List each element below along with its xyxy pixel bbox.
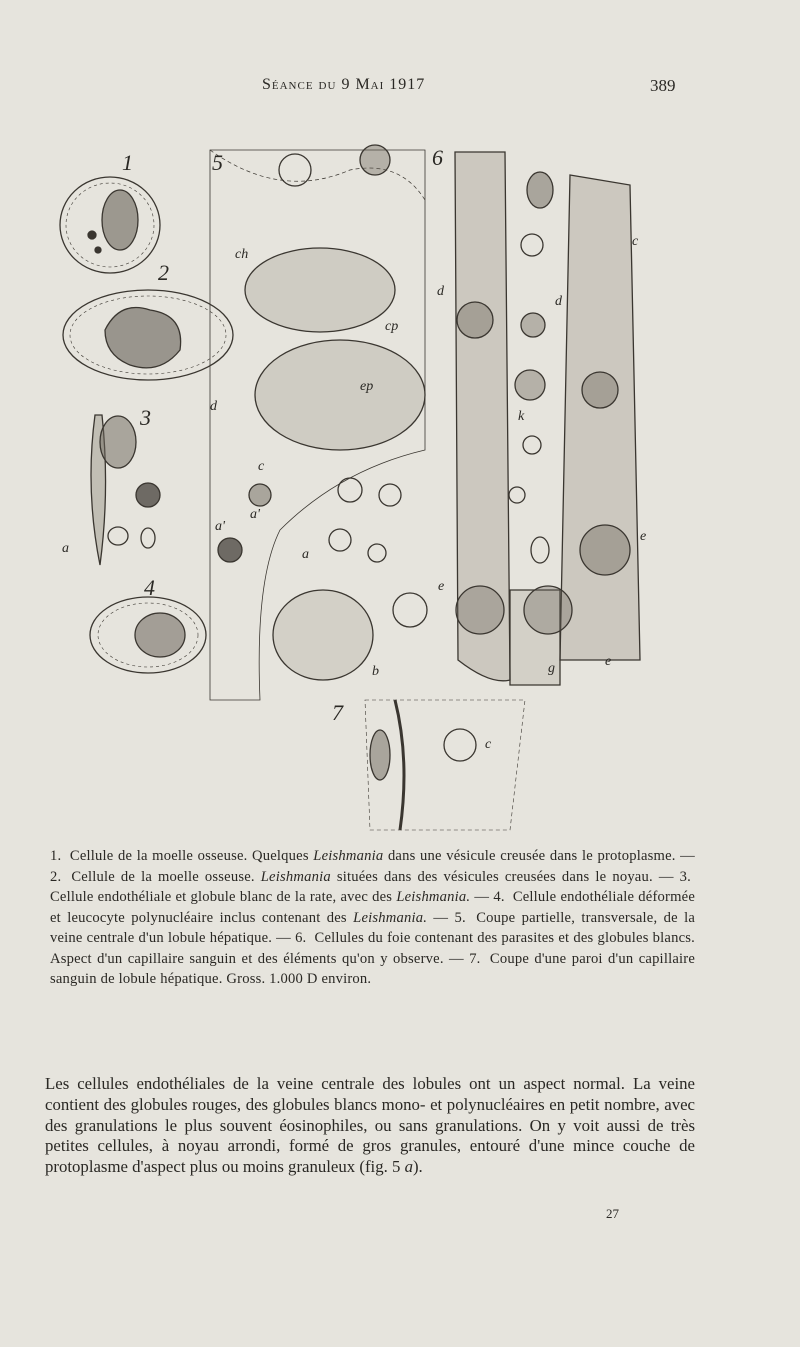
caption-text: — xyxy=(433,909,449,926)
label-d-fig5: d xyxy=(210,399,217,414)
caption-number: 5. xyxy=(454,909,466,926)
caption-text: — xyxy=(474,889,490,905)
caption-italic: Leishmania. xyxy=(396,889,471,905)
caption-number: 1. xyxy=(50,848,62,864)
running-title: Séance du 9 Mai 1917 xyxy=(262,76,426,93)
caption-text: Cellules du foie contenant des parasites et des globules blancs. Aspect d'un capillaire sanguin et des éléments qu'on y observe. — xyxy=(50,930,695,967)
fig-4-endothelial-cell xyxy=(90,597,206,673)
label-a-prime-1: a' xyxy=(215,519,225,534)
fig-number-2: 2 xyxy=(158,260,169,285)
caption-italic: Leishmania. xyxy=(353,909,428,926)
figure-plate xyxy=(40,140,760,835)
figure-caption xyxy=(50,846,695,990)
caption-text: dans une vésicule creusée dans le protoplasme. — xyxy=(387,848,695,864)
caption-text: Cellule de la moelle osseuse. Quelques xyxy=(69,848,309,864)
label-ch: ch xyxy=(235,247,249,262)
body-paragraph xyxy=(45,1074,695,1178)
caption-text: Cellule de la moelle osseuse. xyxy=(71,868,255,885)
page-number: 389 xyxy=(650,76,676,95)
fig-2-bone-marrow-cell xyxy=(63,290,233,380)
fig-number-4: 4 xyxy=(144,575,155,600)
fig-number-7: 7 xyxy=(332,700,343,725)
caption-number: 4. xyxy=(493,889,505,905)
fig-5-liver-lobule-section xyxy=(210,145,427,700)
caption-number: 6. xyxy=(295,930,307,946)
caption-italic: Leishmania xyxy=(260,868,331,885)
label-e-left: e xyxy=(438,579,445,594)
page-header xyxy=(0,76,800,100)
caption-text: Coupe d'une paroi d'un capillaire sanguin de lobule hépatique. Gross. 1.000 D environ. xyxy=(50,950,695,987)
fig-6-liver-cells-capillary xyxy=(455,152,640,685)
caption-italic: Leishmania xyxy=(313,848,384,864)
label-cp: cp xyxy=(385,319,399,334)
label-e-bottom: e xyxy=(605,654,612,669)
label-a-fig5: a xyxy=(302,547,309,562)
body-italic: a xyxy=(404,1157,413,1177)
label-c-fig7: c xyxy=(485,737,492,752)
label-d-fig6: d xyxy=(437,284,444,299)
caption-number: 3. xyxy=(679,868,691,885)
body-text-end: ). xyxy=(412,1157,423,1177)
caption-text: Cellule endothéliale déformée et leucocyte polynucléaire inclus contenant des xyxy=(50,889,695,926)
caption-text: Cellule endothéliale et globule blanc de la rate, avec des xyxy=(50,889,393,905)
label-c-fig6: c xyxy=(632,234,639,249)
fig-number-5: 5 xyxy=(212,150,223,175)
label-d-fig6-right: d xyxy=(555,294,562,309)
fig-number-3: 3 xyxy=(140,405,151,430)
label-c-fig5: c xyxy=(258,459,265,474)
label-b: b xyxy=(372,664,379,679)
fig-1-bone-marrow-cell xyxy=(60,177,160,273)
fig-number-1: 1 xyxy=(122,150,133,175)
label-ep: ep xyxy=(360,379,374,394)
label-a-prime-2: a' xyxy=(250,507,260,522)
caption-text: situées dans des vésicules creusées dans le noyau. — xyxy=(336,868,674,885)
caption-number: 2. xyxy=(50,868,62,885)
caption-number: 7. xyxy=(469,950,481,967)
label-k: k xyxy=(518,409,525,424)
fig-3-endothelial-cell xyxy=(91,415,160,565)
label-a-fig3: a xyxy=(62,541,69,556)
caption-text: Coupe partielle, transversale, de la veine centrale d'un lobule hépatique. — xyxy=(50,909,695,946)
signature-mark: 27 xyxy=(606,1206,619,1221)
body-text: Les cellules endothéliales de la veine centrale des lobules ont un aspect normal. La veine contient des globules rouges, des globules blancs mono- et polynucléaires en petit nombre, avec des granulations le plus souvent éosinophiles, ou sans granulations. On y voit aussi de très petites cellules, à noyau arrondi, formé de gros granules, entouré d'une mince couche de protoplasme d'aspect plus ou moins granuleux (fig. 5 xyxy=(45,1074,695,1177)
fig-7-capillary-wall xyxy=(365,700,525,830)
label-e-right: e xyxy=(640,529,647,544)
label-g: g xyxy=(548,661,555,676)
fig-number-6: 6 xyxy=(432,145,443,170)
plate-drawing xyxy=(40,140,760,835)
